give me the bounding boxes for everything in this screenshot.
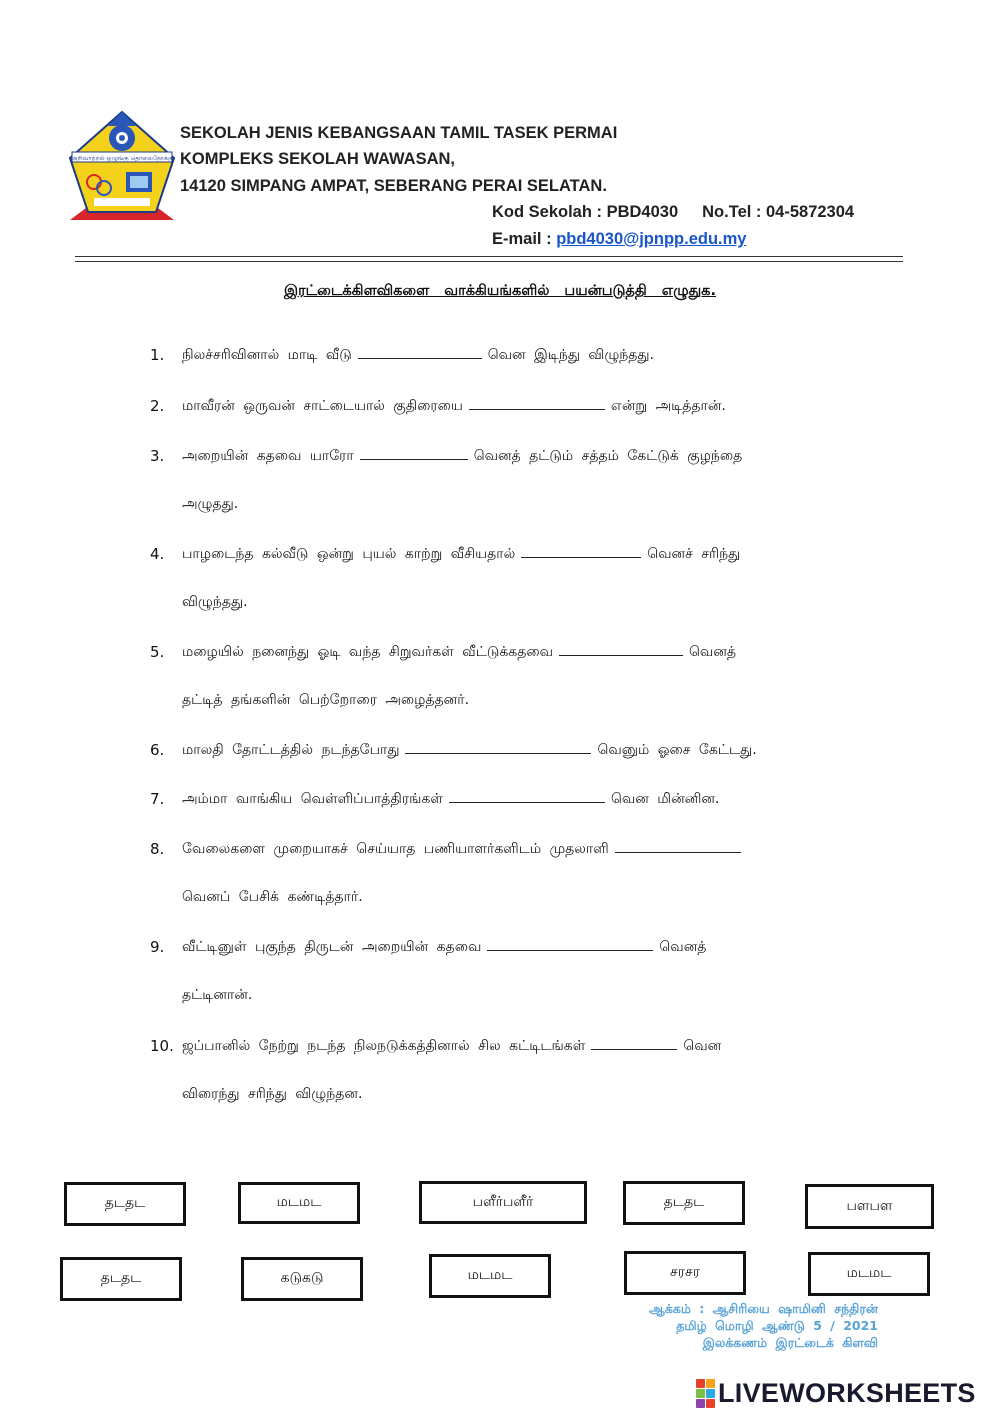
email-link[interactable]: pbd4030@jpnpp.edu.my: [556, 230, 747, 248]
answer-blank-4[interactable]: [521, 545, 641, 558]
answer-blank-10[interactable]: [591, 1037, 677, 1050]
answer-blank-7[interactable]: [449, 790, 605, 803]
question-2: [182, 397, 726, 416]
school-address-1: KOMPLEKS SEKOLAH WAWASAN,: [180, 150, 456, 168]
header-divider: [75, 256, 903, 257]
question-number: 9.: [150, 938, 165, 956]
credit-subject: தமிழ் மொழி ஆண்டு 5 / 2021: [676, 1318, 878, 1333]
question-text: நிலச்சரிவினால் மாடி வீடு: [182, 347, 352, 363]
answer-box[interactable]: மடமட: [429, 1254, 551, 1298]
school-logo: [66, 108, 178, 230]
question-text: வெனத்: [659, 939, 707, 955]
school-address-2: 14120 SIMPANG AMPAT, SEBERANG PERAI SELATAN.: [180, 177, 607, 195]
answer-box[interactable]: தடதட: [623, 1181, 745, 1225]
question-3-cont: அழுதது.: [182, 496, 239, 512]
answer-box[interactable]: தடதட: [60, 1257, 182, 1301]
question-text: வெனும் ஓசை கேட்டது.: [597, 742, 757, 758]
question-text: என்று அடித்தான்.: [610, 398, 726, 414]
credit-topic: இலக்கணம் இரட்டைக் கிளவி: [702, 1335, 878, 1350]
liveworksheets-wordmark: LIVEWORKSHEETS: [718, 1377, 976, 1408]
question-text: வெனச் சரிந்து: [647, 546, 741, 562]
answer-box[interactable]: மடமட: [808, 1252, 930, 1296]
logo-motto: அறிவாற்றல் ஒழுங்கு தொலைநோக்கு: [70, 155, 174, 162]
email-label: E-mail :: [492, 230, 557, 248]
question-4-cont: விழுந்தது.: [182, 594, 248, 610]
question-number: 10.: [150, 1037, 174, 1055]
question-text: மழையில் நனைந்து ஓடி வந்த சிறுவர்கள் வீட்டுக்கதவை: [182, 644, 554, 660]
credit-author: ஆக்கம் : ஆசிரியை ஷாமினி சந்திரன்: [649, 1301, 878, 1316]
question-3: [182, 447, 742, 466]
question-number: 6.: [150, 741, 165, 759]
answer-box[interactable]: தடதட: [64, 1182, 186, 1226]
question-9-cont: தட்டினான்.: [182, 987, 253, 1003]
question-number: 2.: [150, 397, 165, 415]
answer-blank-1[interactable]: [358, 346, 482, 359]
answer-box[interactable]: பளீர்பளீர்: [419, 1181, 587, 1224]
answer-blank-6[interactable]: [405, 741, 591, 754]
question-text: வேலைகளை முறையாகச் செய்யாத பணியாளர்களிடம் முதலாளி: [182, 841, 609, 857]
question-text: மாவீரன் ஒருவன் சாட்டையால் குதிரையை: [182, 398, 463, 414]
question-text: அம்மா வாங்கிய வெள்ளிப்பாத்திரங்கள்: [182, 791, 443, 807]
answer-box[interactable]: மடமட: [238, 1182, 360, 1224]
question-text: வென மின்னின.: [610, 791, 720, 807]
liveworksheets-logo-icon: [696, 1379, 715, 1408]
question-text: ஜப்பானில் நேற்று நடந்த நிலநடுக்கத்தினால் சில கட்டிடங்கள்: [182, 1038, 586, 1054]
question-4: [182, 545, 740, 564]
worksheet-title-text: இரட்டைக்கிளவிகளை வாக்கியங்களில் பயன்படுத்தி எழுதுக.: [284, 283, 716, 299]
question-text: அறையின் கதவை யாரோ: [182, 448, 354, 464]
question-5-cont: தட்டித் தங்களின் பெற்றோரை அழைத்தனர்.: [182, 692, 470, 708]
answer-blank-3[interactable]: [360, 447, 468, 460]
question-number: 1.: [150, 346, 165, 364]
email-line: [492, 230, 746, 249]
answer-blank-9[interactable]: [487, 938, 653, 951]
liveworksheets-watermark: [696, 1378, 976, 1408]
question-text: வெனத்: [689, 644, 737, 660]
school-code: Kod Sekolah : PBD4030: [492, 203, 679, 221]
question-text: பாழடைந்த கல்வீடு ஒன்று புயல் காற்று வீசியதால்: [182, 546, 516, 562]
question-number: 5.: [150, 643, 165, 661]
question-7: [182, 790, 719, 809]
answer-box[interactable]: பளபள: [805, 1184, 934, 1229]
answer-box[interactable]: கடுகடு: [241, 1257, 363, 1301]
worksheet-title: [0, 283, 1000, 301]
answer-blank-8[interactable]: [615, 840, 741, 853]
question-9: [182, 938, 706, 957]
contact-line: [492, 203, 854, 222]
question-text: வென: [683, 1038, 722, 1054]
question-8: [182, 840, 747, 859]
answer-blank-2[interactable]: [469, 397, 605, 410]
question-5: [182, 643, 736, 662]
question-10: [182, 1037, 721, 1056]
question-number: 3.: [150, 447, 165, 465]
question-6: [182, 741, 757, 760]
question-8-cont: வெனப் பேசிக் கண்டித்தார்.: [182, 889, 363, 905]
question-text: வீட்டினுள் புகுந்த திருடன் அறையின் கதவை: [182, 939, 482, 955]
question-text: மாலதி தோட்டத்தில் நடந்தபோது: [182, 742, 400, 758]
question-text: வெனத் தட்டும் சத்தம் கேட்டுக் குழந்தை: [473, 448, 743, 464]
question-10-cont: விரைந்து சரிந்து விழுந்தன.: [182, 1086, 363, 1102]
answer-blank-5[interactable]: [559, 643, 683, 656]
question-text: வென இடிந்து விழுந்தது.: [487, 347, 654, 363]
question-number: 7.: [150, 790, 165, 808]
question-number: 8.: [150, 840, 165, 858]
header-divider-2: [75, 261, 903, 262]
school-tel: No.Tel : 04-5872304: [702, 203, 855, 221]
school-name: SEKOLAH JENIS KEBANGSAAN TAMIL TASEK PERMAI: [180, 124, 618, 142]
question-number: 4.: [150, 545, 165, 563]
question-1: [182, 346, 654, 365]
answer-box[interactable]: சரசர: [624, 1251, 746, 1295]
